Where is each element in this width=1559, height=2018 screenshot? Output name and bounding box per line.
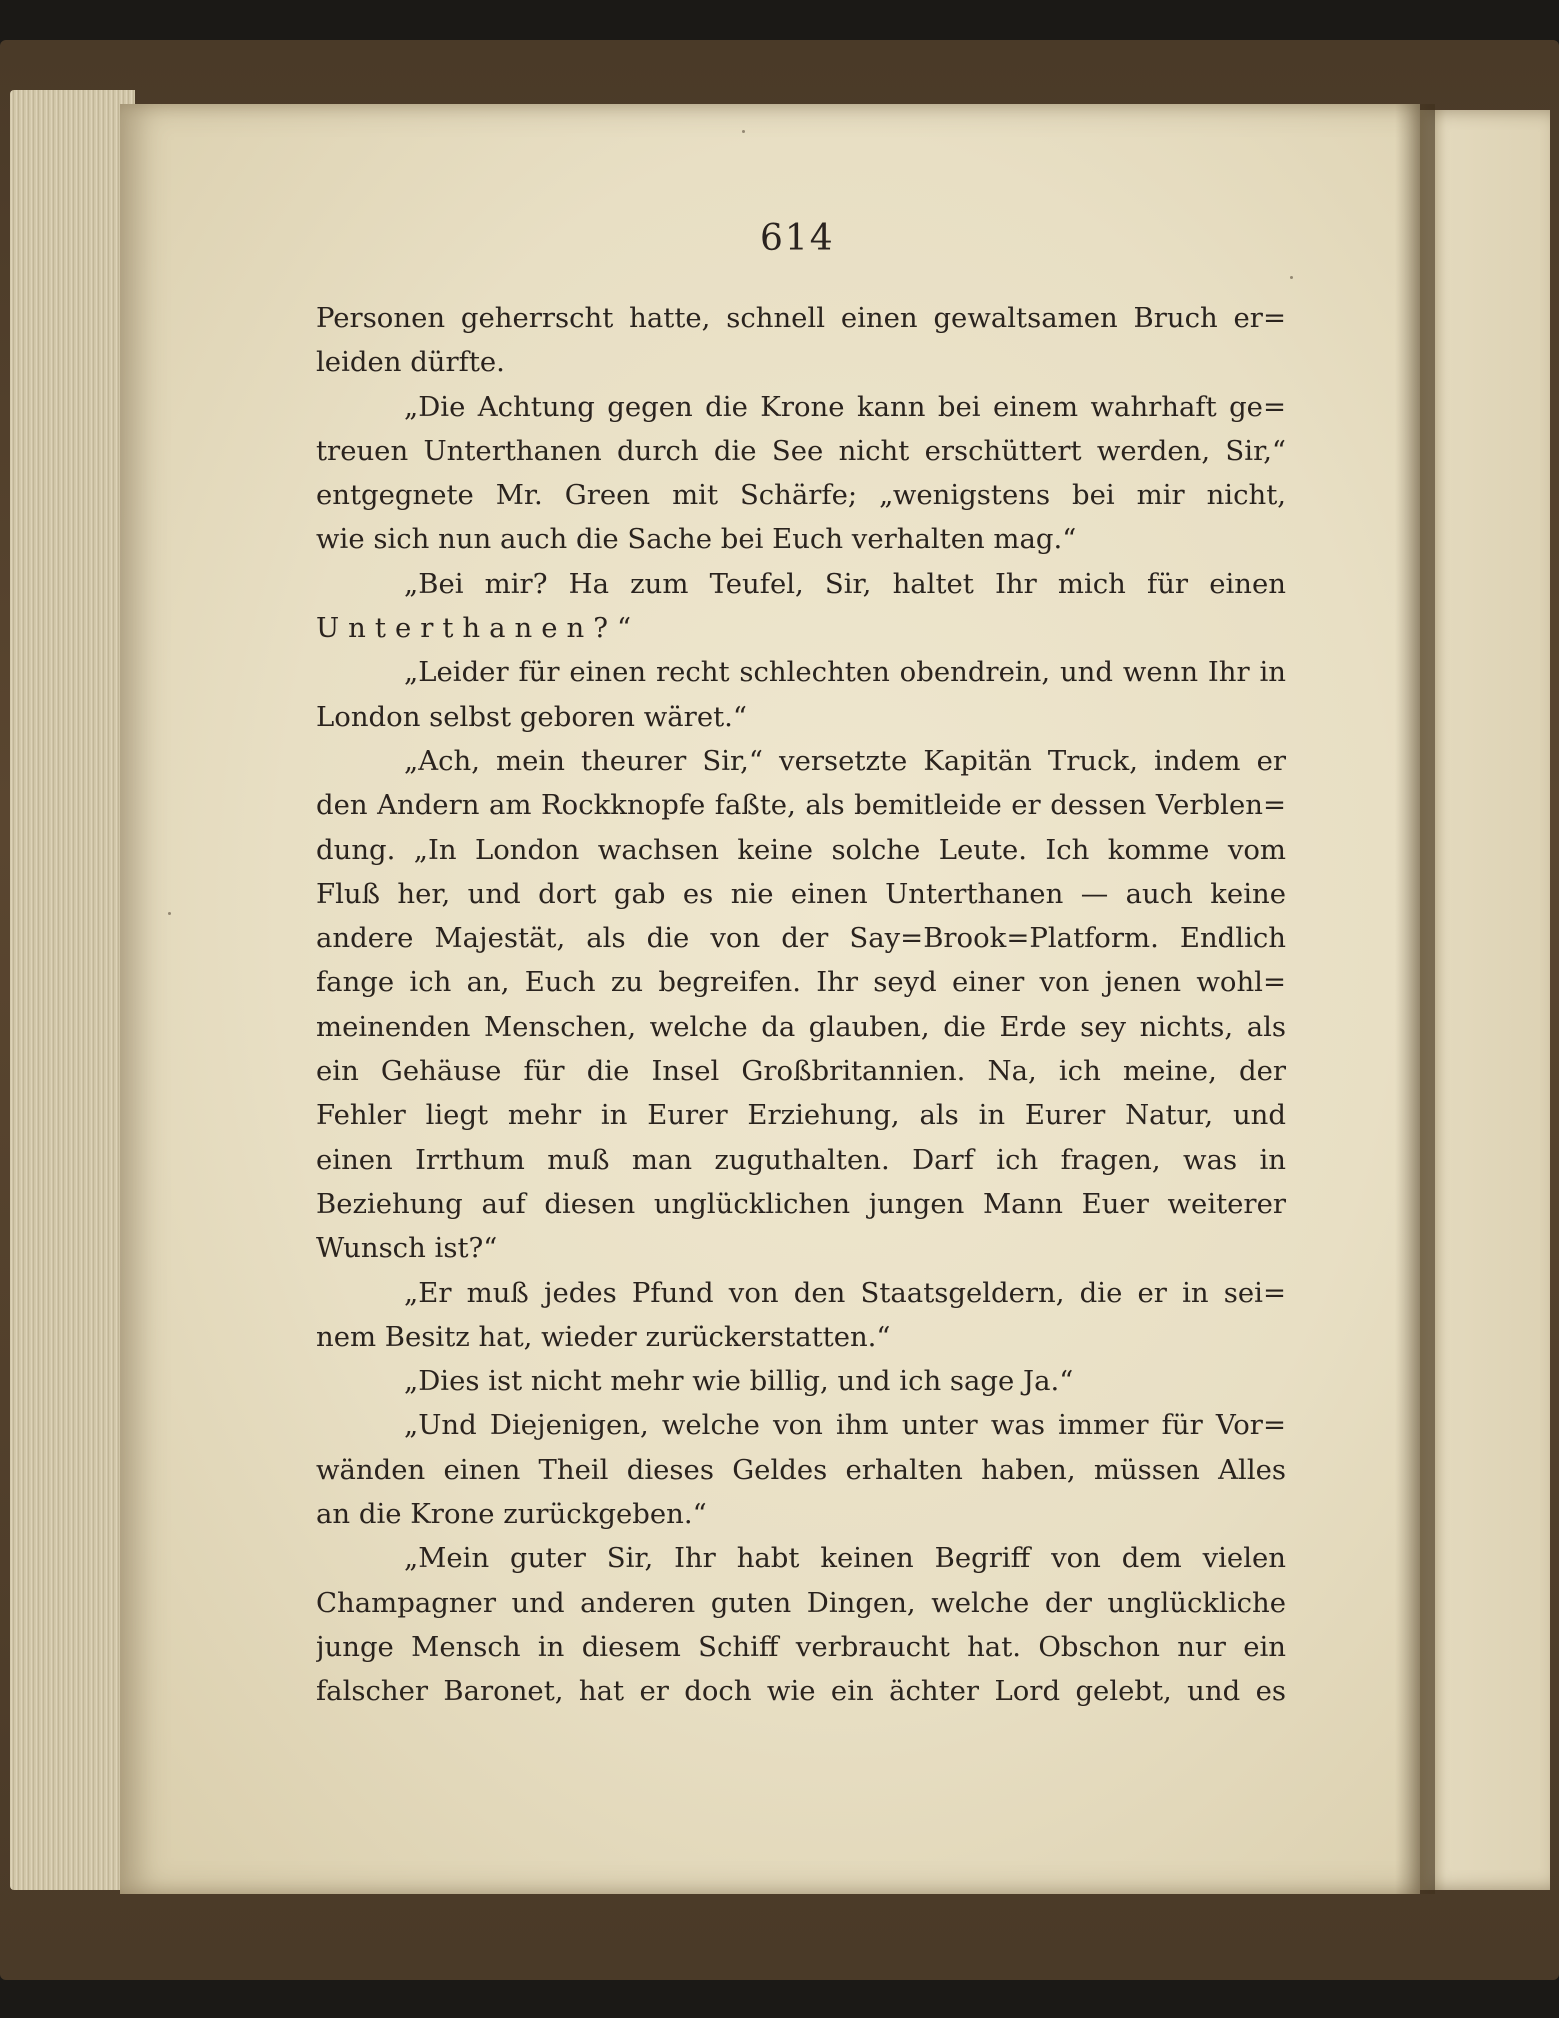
page-edges (10, 90, 135, 1890)
text-line: entgegnete Mr. Green mit Schärfe; „wenigstens bei mir nicht, (316, 479, 1286, 512)
text-line: falscher Baronet, hat er doch wie ein ächter Lord gelebt, und es (316, 1675, 1286, 1708)
text-line: „Mein guter Sir, Ihr habt keinen Begriff von dem vielen (404, 1542, 1286, 1575)
text-line: junge Mensch in diesem Schiff verbraucht hat. Obschon nur ein (316, 1630, 1286, 1663)
text-line: „Dies ist nicht mehr wie billig, und ich sage Ja.“ (404, 1365, 1074, 1398)
text-line: London selbst geboren wäret.“ (316, 700, 747, 733)
text-line: fange ich an, Euch zu begreifen. Ihr seyd einer von jenen wohl= (316, 966, 1286, 999)
text-line: wänden einen Theil dieses Geldes erhalten haben, müssen Alles (316, 1453, 1286, 1486)
text-line: Fluß her, und dort gab es nie einen Unterthanen — auch keine (316, 877, 1286, 910)
text-line: ein Gehäuse für die Insel Großbritannien. Na, ich meine, der (316, 1055, 1286, 1088)
page-number: 614 (760, 218, 835, 259)
text-line: an die Krone zurückgeben.“ (316, 1498, 707, 1531)
text-line: Beziehung auf diesen unglücklichen jungen Mann Euer weiterer (316, 1187, 1286, 1220)
paper-speck (742, 130, 745, 133)
facing-page-edge (1420, 110, 1550, 1890)
text-line: treuen Unterthanen durch die See nicht erschüttert werden, Sir,“ (316, 434, 1286, 467)
text-line: „Leider für einen recht schlechten obendrein, und wenn Ihr in (404, 656, 1286, 689)
text-line: einen Irrthum muß man zuguthalten. Darf ich fragen, was in (316, 1143, 1286, 1176)
body-text (316, 296, 1286, 1714)
spine-shadow (1395, 104, 1435, 1894)
text-line: Wunsch ist?“ (316, 1232, 498, 1265)
text-line: Champagner und anderen guten Dingen, welche der unglückliche (316, 1586, 1286, 1619)
text-line: „Und Diejenigen, welche von ihm unter was immer für Vor= (404, 1409, 1286, 1442)
text-line: den Andern am Rockknopfe faßte, als bemitleide er dessen Verblen= (316, 789, 1286, 822)
text-line: „Er muß jedes Pfund von den Staatsgeldern, die er in sei= (404, 1276, 1286, 1309)
text-line: dung. „In London wachsen keine solche Leute. Ich komme vom (316, 833, 1286, 866)
text-line: Unterthanen?“ (316, 612, 641, 645)
text-line: nem Besitz hat, wieder zurückerstatten.“ (316, 1320, 891, 1353)
text-line: „Die Achtung gegen die Krone kann bei einem wahrhaft ge= (404, 390, 1286, 423)
text-line: Fehler liegt mehr in Eurer Erziehung, als in Eurer Natur, und (316, 1099, 1286, 1132)
text-line: Personen geherrscht hatte, schnell einen gewaltsamen Bruch er= (316, 302, 1286, 334)
text-line: wie sich nun auch die Sache bei Euch verhalten mag.“ (316, 523, 1077, 556)
text-line: leiden dürfte. (316, 346, 505, 379)
text-line: „Ach, mein theurer Sir,“ versetzte Kapitän Truck, indem er (404, 744, 1286, 777)
paper-speck (168, 912, 171, 915)
paper-speck (1290, 276, 1293, 279)
text-line: andere Majestät, als die von der Say=Brook=Platform. Endlich (316, 922, 1286, 955)
text-line: „Bei mir? Ha zum Teufel, Sir, haltet Ihr mich für einen (404, 567, 1286, 600)
text-line: meinenden Menschen, welche da glauben, die Erde sey nichts, als (316, 1010, 1286, 1043)
